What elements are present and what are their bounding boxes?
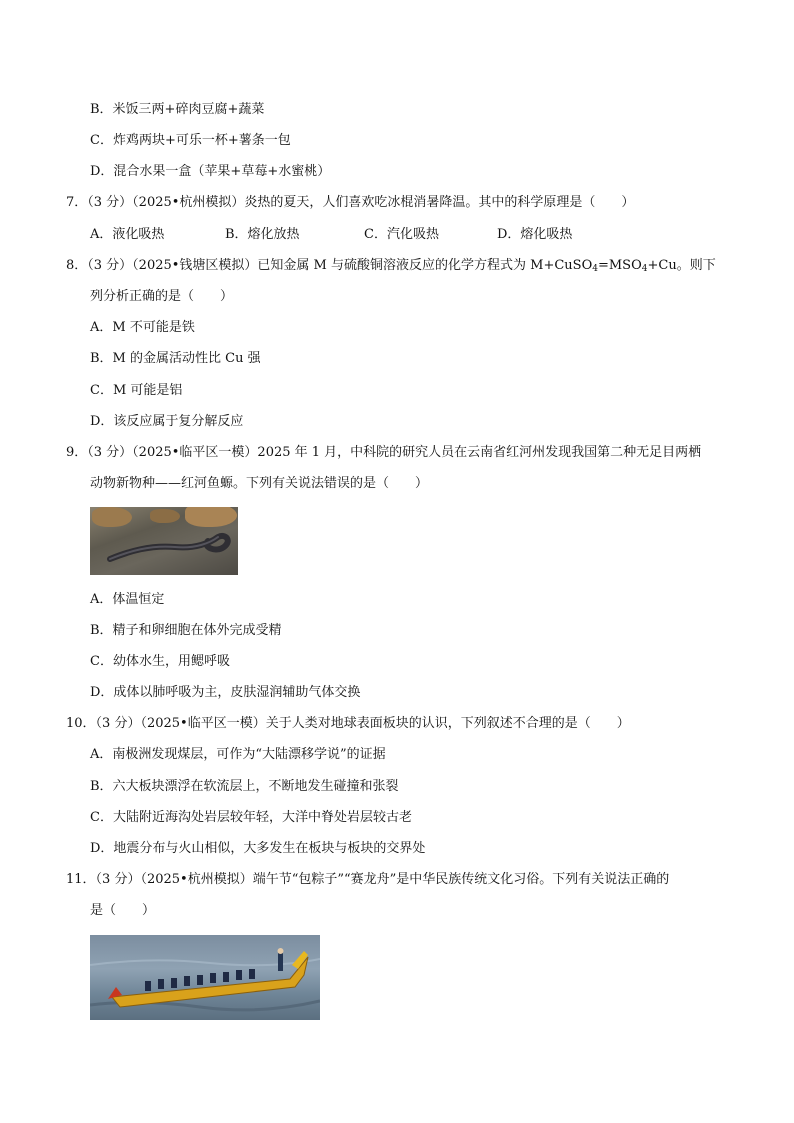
- q10-option-b: B．六大板块漂浮在软流层上，不断地发生碰撞和张裂: [90, 779, 399, 794]
- q11-stem-continuation: 是（ ）: [90, 903, 156, 918]
- q7-option-d: D．熔化吸热: [497, 227, 573, 242]
- q10-stem: 10．（3 分）（2025•临平区一模）关于人类对地球表面板块的认识，下列叙述不合理的是（ ）: [66, 716, 630, 731]
- salamander-photo: [90, 507, 238, 575]
- q8-stem-part3: +Cu。则下: [647, 258, 716, 273]
- q6-option-c: C．炸鸡两块+可乐一杯+薯条一包: [90, 133, 291, 148]
- q8-option-a: A．M 不可能是铁: [90, 320, 195, 335]
- q6-option-b: B．米饭三两+碎肉豆腐+蔬菜: [90, 102, 265, 117]
- q9-option-d: D．成体以肺呼吸为主，皮肤湿润辅助气体交换: [90, 685, 361, 700]
- q8-option-c: C．M 可能是铝: [90, 383, 183, 398]
- q8-option-b: B．M 的金属活动性比 Cu 强: [90, 351, 261, 366]
- dragon-boat-drawing: [90, 935, 320, 1020]
- q8-stem-part1: 8．（3 分）（2025•钱塘区模拟）已知金属 M 与硫酸铜溶液反应的化学方程式为 M+CuSO: [66, 258, 593, 273]
- dragon-boat-photo: [90, 935, 320, 1020]
- q6-option-d: D．混合水果一盒（苹果+草莓+水蜜桃）: [90, 164, 331, 179]
- q8-subscript-1: 4: [592, 264, 598, 274]
- q8-stem-part2: =MSO: [597, 258, 642, 273]
- q7-stem: 7．（3 分）（2025•杭州模拟）炎热的夏天，人们喜欢吃冰棍消暑降温。其中的科学原理是（ ）: [66, 195, 635, 210]
- q10-option-d: D．地震分布与火山相似，大多发生在板块与板块的交界处: [90, 841, 426, 856]
- q8-subscript-2: 4: [641, 264, 648, 274]
- q7-option-b: B．熔化放热: [225, 227, 300, 242]
- q10-option-a: A．南极洲发现煤层，可作为“大陆漂移学说”的证据: [90, 747, 386, 762]
- q9-option-c: C．幼体水生，用鳃呼吸: [90, 654, 230, 669]
- q8-stem: [66, 257, 716, 275]
- q11-stem: 11．（3 分）（2025•杭州模拟）端午节“包粽子”“赛龙舟”是中华民族传统文化习俗。下列有关说法正确的: [66, 872, 670, 887]
- q7-option-a: A．液化吸热: [90, 227, 165, 242]
- salamander-drawing: [90, 507, 238, 575]
- q9-stem: 9．（3 分）（2025•临平区一模）2025 年 1 月，中科院的研究人员在云南省红河州发现我国第二种无足目两栖: [66, 445, 702, 460]
- q8-option-d: D．该反应属于复分解反应: [90, 414, 244, 429]
- q7-option-c: C．汽化吸热: [364, 227, 439, 242]
- q9-stem-continuation: 动物新物种——红河鱼螈。下列有关说法错误的是（ ）: [90, 476, 429, 491]
- q8-stem-continuation: 列分析正确的是（ ）: [90, 289, 234, 304]
- q9-option-a: A．体温恒定: [90, 592, 165, 607]
- q9-option-b: B．精子和卵细胞在体外完成受精: [90, 623, 282, 638]
- q10-option-c: C．大陆附近海沟处岩层较年轻，大洋中脊处岩层较古老: [90, 810, 412, 825]
